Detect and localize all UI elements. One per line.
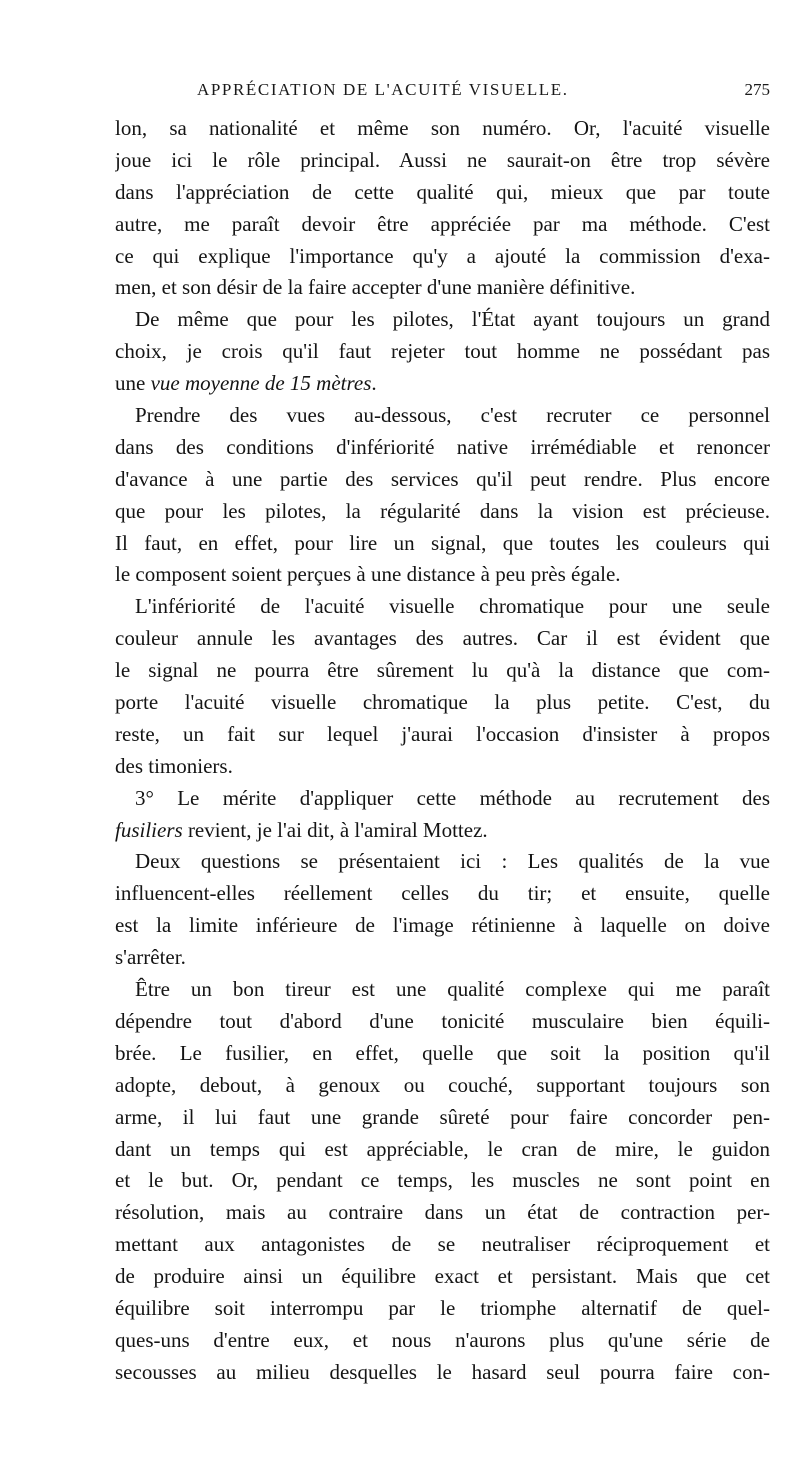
- text-line: Il faut, en effet, pour lire un signal, que toutes les couleurs qui: [115, 530, 770, 555]
- text-line: Être un bon tireur est une qualité complexe qui me paraît: [135, 977, 770, 1002]
- text-line: dant un temps qui est appréciable, le cran de mire, le guidon: [115, 1136, 770, 1161]
- text-line: est la limite inférieure de l'image rétinienne à laquelle on doive: [115, 913, 770, 938]
- text-line: d'avance à une partie des services qu'il peut rendre. Plus encore: [115, 466, 770, 491]
- text-line: de produire ainsi un équilibre exact et persistant. Mais que cet: [115, 1264, 770, 1289]
- text-line: secousses au milieu desquelles le hasard seul pourra faire con-: [115, 1359, 770, 1384]
- text-segment: revient, je l'ai dit, à l'amiral Mottez.: [182, 817, 488, 842]
- text-line: Deux questions se présentaient ici : Les qualités de la vue: [135, 849, 770, 874]
- italic-phrase: fusiliers: [115, 817, 183, 842]
- text-line: le signal ne pourra être sûrement lu qu'à la distance que com-: [115, 658, 770, 683]
- text-line: De même que pour les pilotes, l'État ayant toujours un grand: [135, 307, 770, 332]
- text-line: choix, je crois qu'il faut rejeter tout homme ne possédant pas: [115, 339, 770, 364]
- text-segment: .: [371, 371, 377, 396]
- text-line: porte l'acuité visuelle chromatique la plus petite. C'est, du: [115, 690, 770, 715]
- body-text: [115, 113, 770, 1389]
- text-line: 3° Le mérite d'appliquer cette méthode au recrutement des: [135, 785, 770, 810]
- text-line: reste, un fait sur lequel j'aurai l'occasion d'insister à propos: [115, 721, 770, 746]
- text-line: joue ici le rôle principal. Aussi ne saurait-on être trop sévère: [115, 147, 770, 172]
- text-line: s'arrêter.: [115, 945, 186, 970]
- text-line: ques-uns d'entre eux, et nous n'aurons plus qu'une série de: [115, 1327, 770, 1352]
- text-line: dans des conditions d'infériorité native irrémédiable et renoncer: [115, 434, 770, 459]
- text-line: résolution, mais au contraire dans un état de contraction per-: [115, 1200, 770, 1225]
- text-line: couleur annule les avantages des autres. Car il est évident que: [115, 626, 770, 651]
- text-line: autre, me paraît devoir être appréciée par ma méthode. C'est: [115, 211, 770, 236]
- text-line: dans l'appréciation de cette qualité qui, mieux que par toute: [115, 179, 770, 204]
- text-line: que pour les pilotes, la régularité dans la vision est précieuse.: [115, 498, 770, 523]
- page-number: 275: [744, 80, 770, 99]
- text-line: lon, sa nationalité et même son numéro. Or, l'acuité visuelle: [115, 116, 770, 140]
- text-line: brée. Le fusilier, en effet, quelle que soit la position qu'il: [115, 1040, 770, 1065]
- text-line: [115, 815, 770, 847]
- text-line: mettant aux antagonistes de se neutraliser réciproquement et: [115, 1232, 770, 1257]
- text-line: arme, il lui faut une grande sûreté pour faire concorder pen-: [115, 1104, 770, 1129]
- running-title: APPRÉCIATION DE L'ACUITÉ VISUELLE.: [197, 80, 569, 99]
- text-line: Prendre des vues au-dessous, c'est recruter ce personnel: [135, 403, 770, 428]
- page-header: [115, 80, 770, 108]
- text-line: des timoniers.: [115, 753, 233, 778]
- italic-phrase: vue moyenne de 15 mètres: [150, 371, 372, 396]
- text-line: et le but. Or, pendant ce temps, les muscles ne sont point en: [115, 1168, 770, 1193]
- text-line: dépendre tout d'abord d'une tonicité musculaire bien équili-: [115, 1008, 770, 1033]
- text-line: L'infériorité de l'acuité visuelle chromatique pour une seule: [135, 594, 770, 619]
- text-line: men, et son désir de la faire accepter d'une manière définitive.: [115, 275, 636, 300]
- text-line: adopte, debout, à genoux ou couché, supportant toujours son: [115, 1072, 770, 1097]
- text-segment: une: [115, 371, 151, 396]
- text-line: le composent soient perçues à une distance à peu près égale.: [115, 562, 621, 587]
- text-line: équilibre soit interrompu par le triomphe alternatif de quel-: [115, 1295, 770, 1320]
- text-line: [115, 368, 770, 400]
- text-line: ce qui explique l'importance qu'y a ajouté la commission d'exa-: [115, 243, 770, 268]
- text-line: influencent-elles réellement celles du tir; et ensuite, quelle: [115, 881, 770, 906]
